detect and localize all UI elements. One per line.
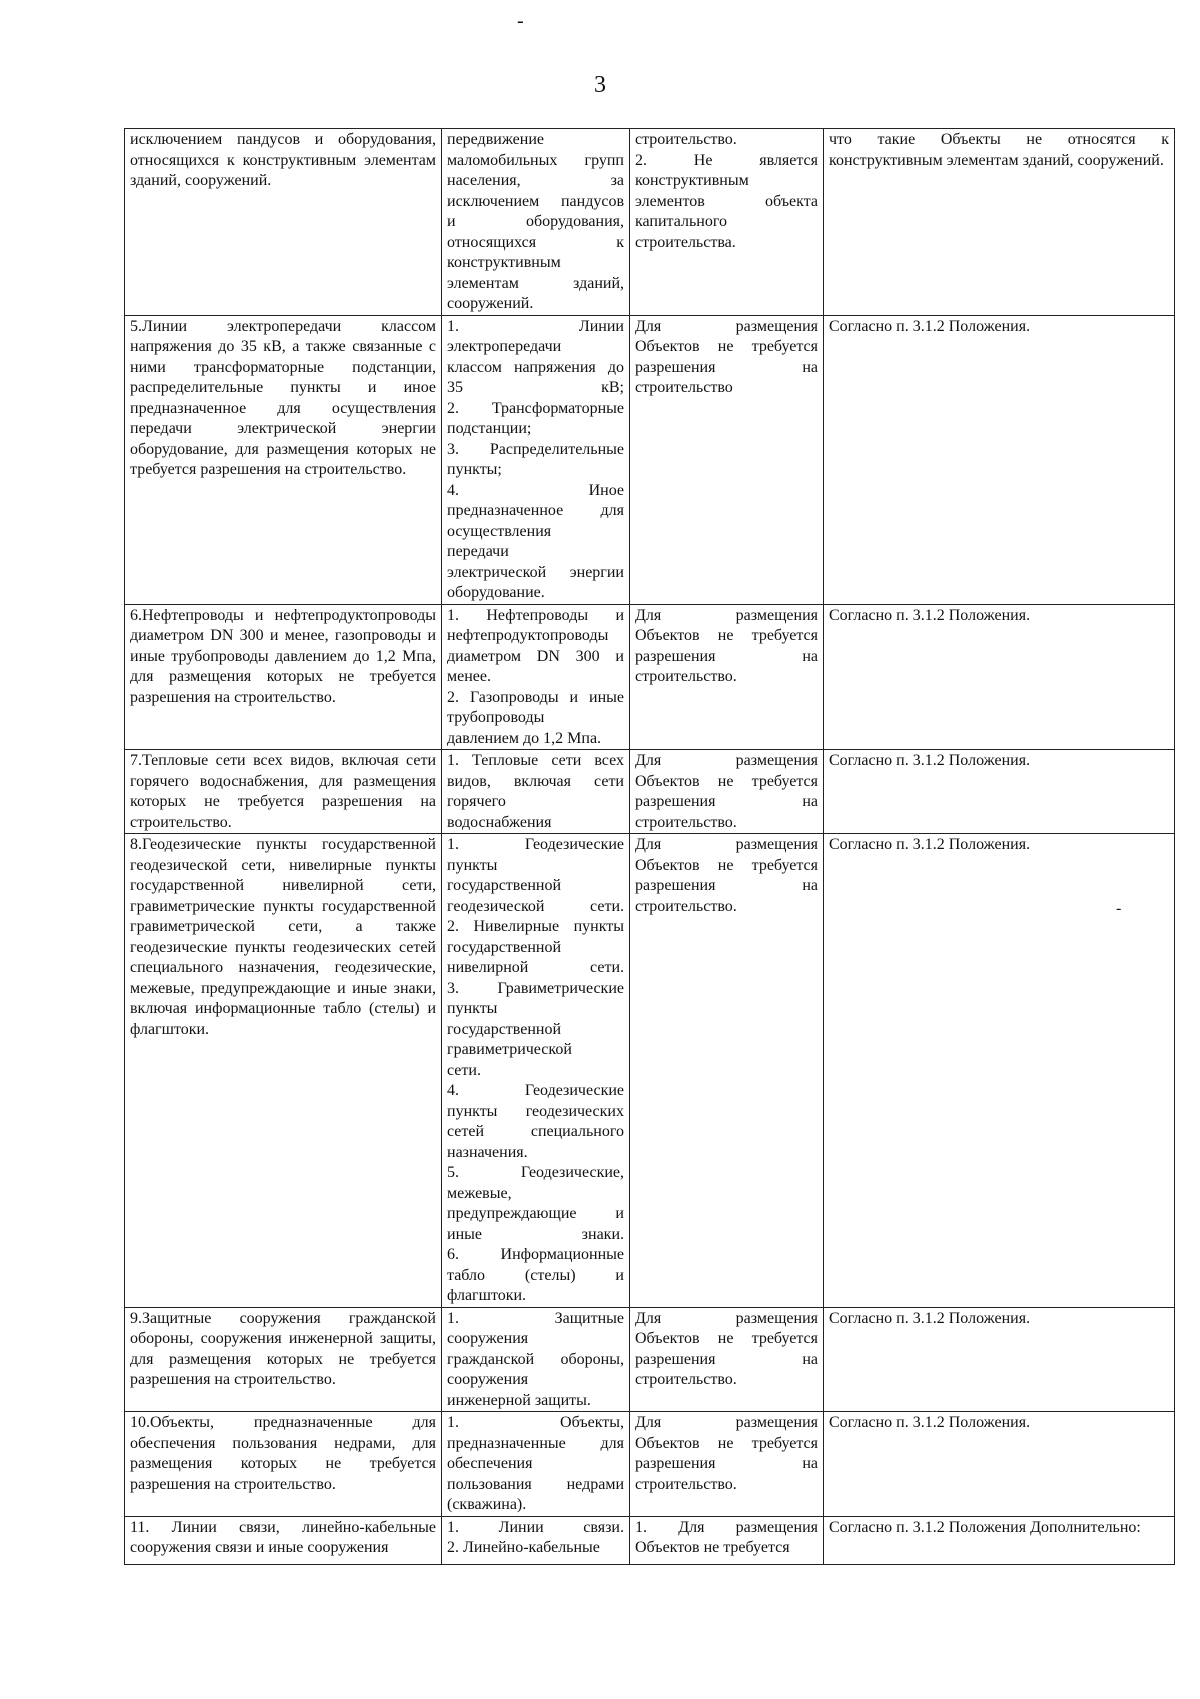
cell-line: 3. Распределительные: [447, 440, 624, 458]
cell-line: и оборудования,: [447, 213, 624, 230]
cell-line: государственной: [447, 877, 562, 894]
table-cell-col-3: [630, 1307, 824, 1412]
cell-line: менее.: [447, 668, 491, 685]
stray-mark: -: [1116, 900, 1122, 917]
cell-line: 2. Нивелирные пункты: [447, 918, 624, 935]
cell-line: сети.: [447, 1061, 481, 1079]
table-cell-col-4: [824, 129, 1175, 316]
cell-line: давлением до 1,2 Мпа.: [447, 729, 602, 747]
cell-line: 1. Тепловые сети всех: [447, 752, 624, 769]
cell-line: назначения.: [447, 1143, 528, 1161]
cell-text: Согласно п. 3.1.2 Положения.: [829, 606, 1031, 624]
cell-line: разрешения на: [635, 1455, 818, 1472]
table-cell-col-4: [824, 315, 1175, 604]
cell-line: относящихся к: [447, 233, 624, 251]
cell-line: 1. Для размещения: [635, 1518, 818, 1536]
cell-line: передвижение: [447, 131, 544, 148]
cell-line: сооружения: [447, 1330, 529, 1347]
cell-line: разрешения на: [635, 877, 818, 894]
cell-text: Согласно п. 3.1.2 Положения.: [829, 317, 1031, 335]
table-row: [125, 750, 1175, 834]
table-row: [125, 1412, 1175, 1517]
table-cell-col-1: [125, 1307, 442, 1412]
cell-line: разрешения на: [635, 1350, 818, 1368]
table-cell-col-1: [125, 604, 442, 750]
table-cell-col-3: [630, 750, 824, 834]
cell-line: Объектов не требуется: [635, 338, 818, 355]
table-cell-col-1: [125, 1516, 442, 1564]
cell-line: 4. Геодезические: [447, 1082, 624, 1099]
table-cell-col-2: [442, 604, 630, 750]
cell-line: 1. Объекты,: [447, 1414, 624, 1431]
cell-line: Для размещения: [635, 1309, 818, 1327]
objects-table: [124, 128, 1175, 1565]
table-cell-col-3: [630, 1516, 824, 1564]
cell-line: строительство: [635, 379, 733, 396]
cell-line: трубопроводы: [447, 709, 545, 726]
cell-line: пункты: [447, 856, 498, 874]
table-cell-col-1: [125, 1412, 442, 1517]
cell-line: 4. Иное: [447, 481, 624, 499]
page-number: 3: [594, 72, 606, 98]
cell-text: Согласно п. 3.1.2 Положения.: [829, 752, 1031, 769]
cell-line: 35 кВ;: [447, 379, 624, 396]
cell-text: 5.Линии электропередачи классом напряжения до 35 кВ, а также связанные с ними трансформаторные подстанции, распределительные пункты и иное предназначенное для осуществления передачи электрической энергии оборудование, для размещения которых не требуется разрешения на строительство.: [130, 317, 436, 478]
cell-text: Согласно п. 3.1.2 Положения Дополнительно:: [829, 1518, 1141, 1536]
cell-text: 6.Нефтепроводы и нефтепродуктопроводы диаметром DN 300 и менее, газопроводы и иные трубопроводы давлением до 1,2 Мпа, для размещения которых не требуется разрешения на строительство.: [130, 606, 436, 706]
cell-line: водоснабжения: [447, 813, 552, 831]
table-body: [125, 129, 1175, 1565]
cell-text: 10.Объекты, предназначенные для обеспечения пользования недрами, для размещения которых не требуется разрешения на строительство.: [130, 1414, 436, 1493]
cell-line: пункты: [447, 1000, 498, 1017]
cell-line: электропередачи: [447, 338, 562, 355]
cell-line: (скважина).: [447, 1496, 527, 1513]
cell-line: строительство.: [635, 1371, 737, 1388]
cell-line: видов, включая сети: [447, 772, 624, 790]
cell-line: иные знаки.: [447, 1225, 624, 1243]
cell-line: разрешения на: [635, 358, 818, 376]
table-cell-col-2: [442, 834, 630, 1308]
cell-line: сооружений.: [447, 295, 534, 312]
cell-line: диаметром DN 300 и: [447, 647, 624, 665]
cell-text: 11. Линии связи, линейно-кабельные сооружения связи и иные сооружения: [130, 1518, 436, 1556]
cell-line: сетей специального: [447, 1123, 624, 1140]
cell-line: Для размещения: [635, 836, 818, 853]
table-cell-col-4: [824, 750, 1175, 834]
cell-line: капитального: [635, 213, 727, 230]
cell-line: 1. Линии: [447, 317, 624, 335]
cell-line: Объектов не требуется: [635, 1434, 818, 1452]
table-cell-col-2: [442, 1307, 630, 1412]
cell-line: обеспечения: [447, 1455, 533, 1472]
cell-line: 2. Не является: [635, 151, 818, 169]
table-cell-col-4: [824, 1516, 1175, 1564]
cell-text: 7.Тепловые сети всех видов, включая сети горячего водоснабжения, для размещения которых не требуется разрешения на строительство.: [130, 752, 436, 831]
cell-text: 9.Защитные сооружения гражданской обороны, сооружения инженерной защиты, для размещения которых не требуется разрешения на строительство.: [130, 1309, 436, 1388]
cell-text: что такие Объекты не относятся к конструктивным элементам зданий, сооружений.: [829, 131, 1169, 169]
table-row: [125, 129, 1175, 316]
table-row: [125, 1307, 1175, 1412]
cell-line: государственной: [447, 938, 562, 956]
cell-line: передачи: [447, 543, 509, 560]
table-cell-col-4: [824, 604, 1175, 750]
cell-line: исключением пандусов: [447, 192, 624, 210]
table-cell-col-2: [442, 750, 630, 834]
table-cell-col-1: [125, 834, 442, 1308]
cell-line: Для размещения: [635, 1414, 818, 1431]
cell-line: 2. Газопроводы и иные: [447, 688, 624, 706]
cell-line: флагштоки.: [447, 1287, 527, 1304]
cell-line: конструктивным: [447, 254, 561, 271]
table-cell-col-2: [442, 315, 630, 604]
table-cell-col-1: [125, 315, 442, 604]
cell-line: межевые,: [447, 1184, 512, 1202]
cell-line: пользования недрами: [447, 1475, 624, 1493]
cell-line: инженерной защиты.: [447, 1391, 591, 1409]
table-cell-col-4: [824, 834, 1175, 1308]
cell-text: Согласно п. 3.1.2 Положения.: [829, 1414, 1031, 1431]
cell-line: 1. Геодезические: [447, 836, 624, 853]
cell-line: государственной: [447, 1020, 562, 1038]
table-cell-col-4: [824, 1307, 1175, 1412]
table-row: [125, 1516, 1175, 1564]
table-row: [125, 315, 1175, 604]
table-cell-col-2: [442, 1412, 630, 1517]
cell-line: сооружения: [447, 1371, 529, 1388]
cell-line: 2. Линейно-кабельные: [447, 1539, 600, 1556]
table-cell-col-2: [442, 1516, 630, 1564]
table-cell-col-3: [630, 129, 824, 316]
cell-line: 1. Линии связи.: [447, 1518, 624, 1536]
cell-line: Объектов не требуется: [635, 772, 818, 790]
cell-line: гражданской обороны,: [447, 1350, 624, 1368]
cell-line: горячего: [447, 793, 506, 810]
cell-line: Объектов не требуется: [635, 1539, 790, 1556]
cell-line: 2. Трансформаторные: [447, 399, 624, 417]
cell-text: исключением пандусов и оборудования, относящихся к конструктивным элементам зданий, сооружений.: [130, 131, 436, 189]
cell-line: населения, за: [447, 172, 624, 189]
table-cell-col-3: [630, 834, 824, 1308]
cell-line: разрешения на: [635, 647, 818, 665]
table-cell-col-1: [125, 750, 442, 834]
cell-line: 6. Информационные: [447, 1246, 624, 1263]
cell-line: строительство.: [635, 813, 737, 831]
cell-line: пункты;: [447, 461, 502, 478]
cell-line: классом напряжения до: [447, 358, 624, 376]
cell-line: Объектов не требуется: [635, 627, 818, 644]
cell-line: 5. Геодезические,: [447, 1164, 624, 1181]
cell-line: нивелирной сети.: [447, 959, 624, 976]
table-cell-col-3: [630, 604, 824, 750]
top-mark: -: [517, 10, 524, 32]
cell-line: подстанции;: [447, 420, 532, 437]
cell-text: Согласно п. 3.1.2 Положения.: [829, 836, 1031, 853]
cell-line: нефтепродуктопроводы: [447, 627, 609, 644]
cell-line: табло (стелы) и: [447, 1266, 624, 1284]
cell-line: элементов объекта: [635, 192, 818, 210]
cell-line: строительство.: [635, 897, 737, 915]
cell-line: разрешения на: [635, 793, 818, 810]
cell-line: Объектов не требуется: [635, 856, 818, 874]
cell-line: Для размещения: [635, 606, 818, 624]
table-cell-col-3: [630, 1412, 824, 1517]
cell-line: пункты геодезических: [447, 1102, 624, 1120]
cell-line: предназначенное для: [447, 502, 624, 519]
cell-line: предназначенные для: [447, 1434, 624, 1452]
cell-line: конструктивным: [635, 172, 749, 189]
cell-line: строительства.: [635, 233, 736, 251]
cell-text: 8.Геодезические пункты государственной геодезической сети, нивелирные пункты государственной нивелирной сети, гравиметрические пункты государственной гравиметрической сети, а также геодезические пункты геодезических сетей специального назначения, геодезические, межевые, предупреждающие и иные знаки, включая информационные табло (стелы) и флагштоки.: [130, 836, 436, 1038]
cell-line: гравиметрической: [447, 1041, 572, 1058]
cell-line: маломобильных групп: [447, 151, 624, 169]
cell-line: осуществления: [447, 522, 552, 540]
cell-line: Для размещения: [635, 317, 818, 335]
cell-line: 3. Гравиметрические: [447, 979, 624, 997]
cell-line: строительство.: [635, 1475, 737, 1493]
cell-line: Объектов не требуется: [635, 1330, 818, 1347]
cell-line: электрической энергии: [447, 563, 624, 581]
cell-line: геодезической сети.: [447, 897, 624, 915]
cell-line: оборудование.: [447, 584, 545, 601]
table-cell-col-4: [824, 1412, 1175, 1517]
table-cell-col-3: [630, 315, 824, 604]
table-row: [125, 834, 1175, 1308]
cell-line: строительство.: [635, 668, 737, 685]
table-row: [125, 604, 1175, 750]
table-cell-col-1: [125, 129, 442, 316]
cell-line: Для размещения: [635, 752, 818, 769]
cell-line: 1. Защитные: [447, 1309, 624, 1327]
table-cell-col-2: [442, 129, 630, 316]
cell-text: Согласно п. 3.1.2 Положения.: [829, 1309, 1031, 1327]
cell-line: 1. Нефтепроводы и: [447, 606, 624, 624]
cell-line: строительство.: [635, 131, 737, 148]
cell-line: предупреждающие и: [447, 1205, 624, 1222]
cell-line: элементам зданий,: [447, 274, 624, 292]
